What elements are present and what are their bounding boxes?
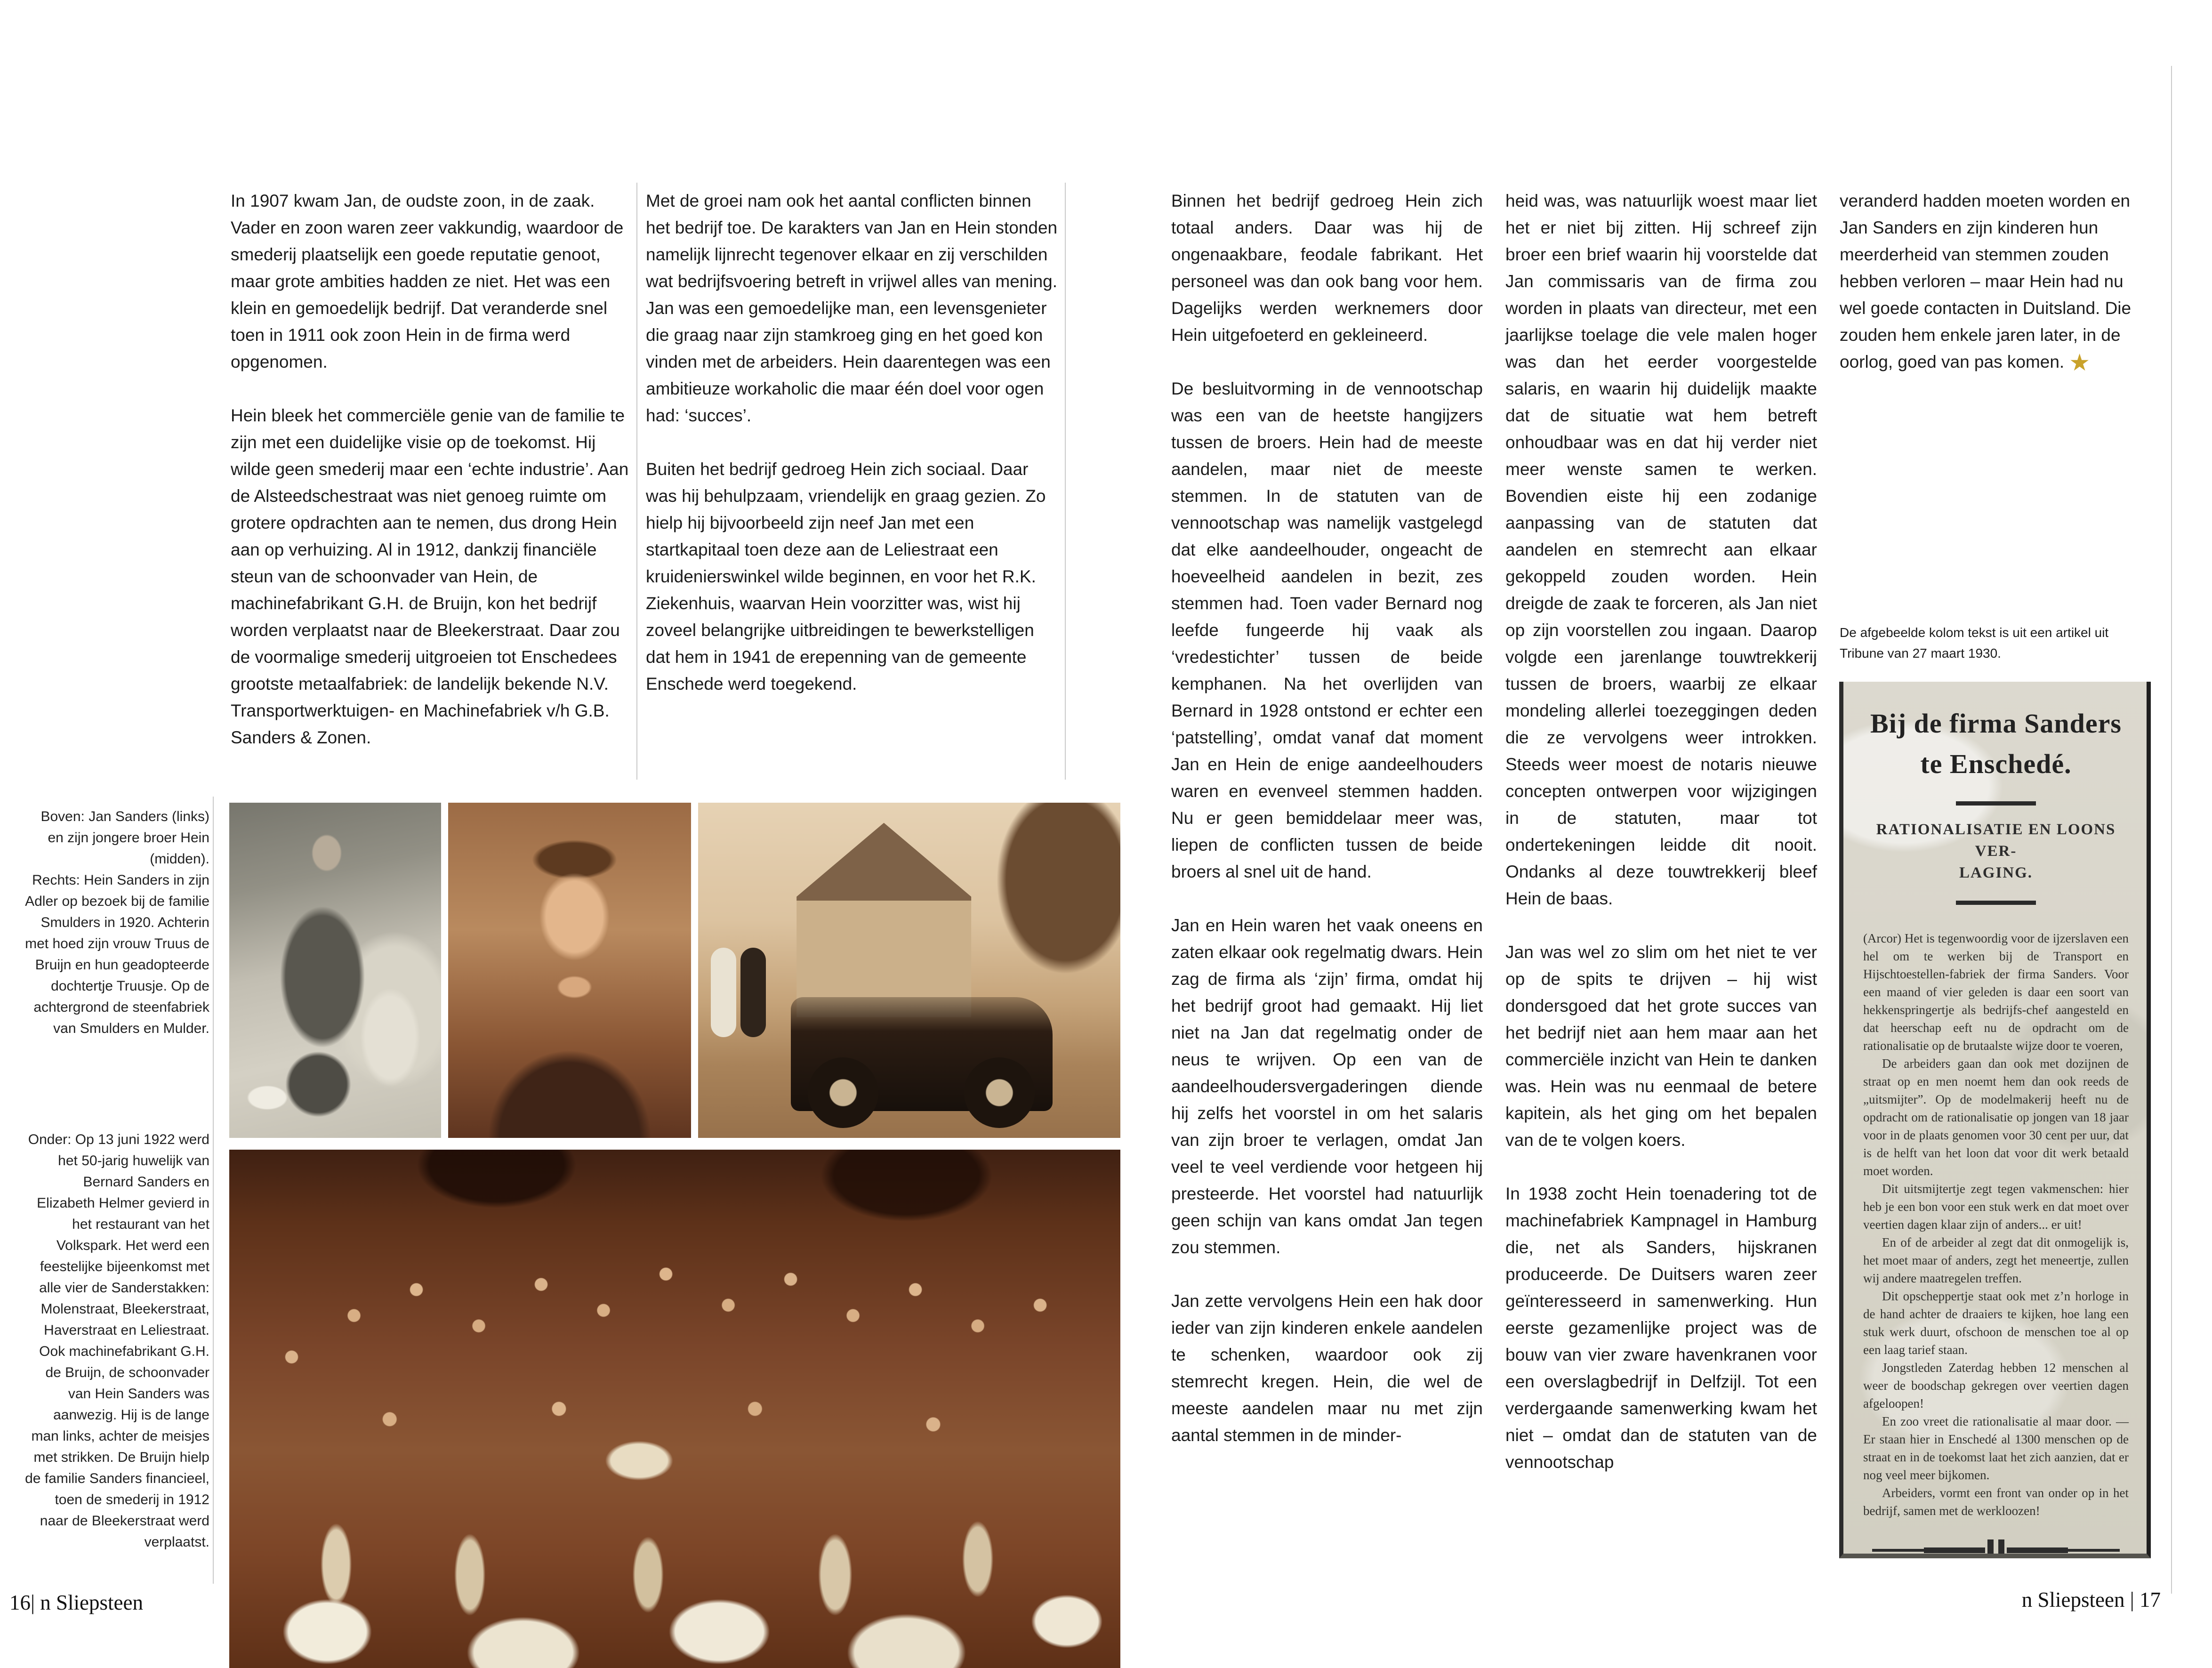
clipping-paragraph: En zoo vreet die rationalisatie al maar door. — Er staan hier in Enschedé al 1300 menschen op de straat en in de toekomst laat het zich aanzien, dat er nog veel meer bijkomen. (1863, 1414, 2129, 1482)
ornament-line (1924, 1547, 1985, 1553)
clipping-subhead-line1: RATIONALISATIE EN LOONS VER- (1876, 821, 2116, 860)
paragraph: De besluitvorming in de vennootschap was een van de heetste hangijzers tussen de broers. Hein had de meeste aandelen, maar niet de meeste stemmen. In de statuten van de vennootschap was namelijk vastgelegd dat elke aandeelhouder, ongeacht de hoeveelheid aandelen in bezit, zes stemmen had. Toen vader Bernard nog leefde fungeerde hij vaak als ‘vredestichter’ tussen de beide kemphanen. Na het overlijden van Bernard in 1928 ontstond er echter een ‘patstelling’, omdat vanaf dat moment Jan en Hein de enige aandeelhouders waren en evenveel stemmen hadden. Nu er geen bemiddelaar meer was, liepen de conflicten tussen de beide broers al snel uit de hand. (1171, 379, 1483, 881)
clipping-paragraph: De arbeiders gaan dan ook met dozijnen de straat op en men noemt hem dan ook reeds de „uitsmijter”. Op de modelmakerij heeft nu de opdracht om de rationalisatie op jongen van 18 jaar voor in de plaats genomen voor 30 cent per uur, dat is de helft van het loon dat voor dit werk betaald moet worden. (1863, 1056, 2129, 1178)
paragraph: Jan was wel zo slim om het niet te ver op de spits te drijven – hij wist dondersgoed dat het grote succes van het bedrijf niet aan hem maar aan het commerciële inzicht van Hein te danken was. Hein was nu eenmaal de betere kapitein, als het ging om het bepalen van de te volgen koers. (1505, 943, 1817, 1150)
caption-column-divider (213, 797, 214, 1584)
paragraph (1840, 187, 2150, 375)
ornament-line (2007, 1547, 2068, 1553)
ornament-line (2068, 1549, 2120, 1552)
clipping-paragraph: Dit uitsmijtertje zegt tegen vakmenschen: hier heb je een bon voor een stuk werk en dat moet over veertien dagen klaar zijn of anders... er uit! (1863, 1182, 2129, 1232)
page-number-left: 16| n Sliepsteen (9, 1591, 143, 1614)
right-page-column-3 (1840, 187, 2150, 402)
page-number-right: n Sliepsteen | 17 (2021, 1588, 2161, 1612)
paragraph: In 1938 zocht Hein toenadering tot de machinefabriek Kampnagel in Hamburg die, net als Sanders, hijskranen produceerde. De Duitsers waren zeer geïnteresseerd in samenwerking. Hun eerste gezamenlijke project was de bouw van vier zware havenkranen voor een overslagbedrijf in Delfzijl. Tot een verdergaande samenwerking kwam het niet – omdat dan de statuten van de vennootschap (1505, 1184, 1817, 1472)
left-column-right-divider (1065, 183, 1066, 780)
clipping-body (1863, 929, 2129, 1520)
clipping-paragraph: En of de arbeider al zegt dat dit onmogelijk is, het moet maar of anders, zegt het meneertje, zullen wij andere maatregelen treffen. (1863, 1235, 2129, 1285)
ornament-line (1872, 1549, 1924, 1552)
newspaper-clipping (1839, 682, 2151, 1558)
clipping-divider (1956, 901, 2036, 905)
right-page-edge-rule (2171, 66, 2172, 1594)
clipping-paragraph: Arbeiders, vormt een front van onder op in het bedrijf, samen met de werkloozen! (1863, 1486, 2129, 1518)
right-page-column-1 (1171, 187, 1483, 1475)
photo-golden-wedding-group (229, 1150, 1120, 1668)
ornament-bar (1998, 1539, 2004, 1558)
closing-text: veranderd hadden moeten worden en Jan Sanders en zijn kinderen hun meerderheid van stemmen zouden hebben verloren – maar Hein had nu wel goede contacten in Duitsland. Die zouden hem enkele jaren later, in de oorlog, goed van pas komen. (1840, 191, 2132, 371)
paragraph: In 1907 kwam Jan, de oudste zoon, in de zaak. Vader en zoon waren zeer vakkundig, waardoor de smederij plaatselijk een goede reputatie genoot, maar grote ambities hadden ze niet. Het was een klein en gemoedelijk bedrijf. Dat veranderde snel toen in 1911 ook zoon Hein in de firma werd opgenomen. (231, 191, 624, 371)
caption-boven: Boven: Jan Sanders (links) en zijn jongere broer Hein (midden). (40, 809, 209, 867)
clipping-source-note: De afgebeelde kolom tekst is uit een artikel uit Tribune van 27 maart 1930. (1840, 625, 2109, 661)
figure-shape (740, 948, 766, 1037)
photo-hein-sanders-portrait (448, 803, 691, 1138)
caption-rechts: Rechts: Hein Sanders in zijn Adler op bezoek bij de familie Smulders in 1920. Achterin met hoed zijn vrouw Truus de Bruijn en hun geadopteerde dochtertje Truusje. Op de achtergrond de steenfabriek van Smulders en Mulder. (25, 872, 209, 1036)
tree-shape (989, 803, 1120, 983)
paragraph: Jan zette vervolgens Hein een hak door ieder van zijn kinderen enkele aandelen te schenken, waardoor ook zij stemrecht kregen. Hein, die wel de meeste aandelen maar nu met zijn aantal stemmen in de minder- (1171, 1291, 1483, 1445)
ornament-bar (1987, 1539, 1994, 1558)
car-wheel-shape (808, 1057, 878, 1128)
paragraph: Hein bleek het commerciële genie van de familie te zijn met een duidelijke visie op de toekomst. Hij wilde geen smederij maar een ‘echte industrie’. Aan de Alsteedschestraat was niet genoeg ruimte om grotere opdrachten aan te nemen, dus drong Hein aan op verhuizing. Al in 1912, dankzij financiële steun van de schoonvader van Hein, de machinefabrikant G.H. de Bruijn, kon het bedrijf worden verplaatst naar de Bleekerstraat. Daar zou de voormalige smederij uitgroeien tot Enschedees grootste metaalfabriek: de landelijk bekende N.V. Transportwerktuigen- en Machinefabriek v/h G.B. Sanders & Zonen. (231, 406, 629, 747)
left-page-column-1 (231, 187, 629, 778)
clipping-subhead-line2: LAGING. (1959, 864, 2033, 881)
photo-caption-top (24, 806, 209, 1039)
photo-adler-car-visit (698, 803, 1120, 1138)
paragraph: Jan en Hein waren het vaak oneens en zaten elkaar ook regelmatig dwars. Hein zag de firma als ‘zijn’ firma, omdat hij het bedrijf groot had gemaakt. Hij liet niet na Jan dat regelmatig onder de neus te wrijven. Op een van de aandeelhoudersvergaderingen diende hij zelfs het voorstel in om het salaris van zijn broer te verlagen, omdat Jan veel te veel verdiende voor hetgeen hij presteerde. Het voorstel had natuurlijk geen schijn van kans omdat Jan tegen zou stemmen. (1171, 916, 1483, 1257)
car-wheel-shape (964, 1057, 1035, 1128)
left-page-column-2 (646, 187, 1058, 724)
paragraph: heid was, was natuurlijk woest maar liet het er niet bij zitten. Hij schreef zijn broer een brief waarin hij voorstelde dat Jan commissaris van de firma zou worden in plaats van directeur, met een jaarlijkse toelage die vele malen hoger was dan het eerder voorgestelde salaris, en waarin hij duidelijk maakte dat de situatie wat hem betreft onhoudbaar was en dat hij verder niet meer wenste samen te werken. Bovendien eiste hij een zodanige aanpassing van de statuten dat aandelen en stemrecht aan elkaar gekoppeld zouden worden. Hein dreigde de zaak te forceren, als Jan niet op zijn voorstellen zou ingaan. Daarop volgde een jarenlange touwtrekkerij tussen de broers, waarbij ze elkaar mondeling allerlei toezeggingen deden die ze vervolgens weer introkken. Steeds weer moest de notaris nieuwe concepten ontwerpen voor wijzigingen in de statuten, maar tot ondertekeningen leidde dit nooit. Ondanks al deze touwtrekkerij bleef Hein de baas. (1505, 191, 1817, 908)
clipping-headline: Bij de firma Sanders te Enschedé. (1870, 708, 2122, 779)
clipping-paragraph: Dit opscheppertje staat ook met z’n horloge in de hand achter de draaiers te kijken, hoe lang een stuk werk duurt, ofschoon de menschen toe al op een laag tarief staan. (1863, 1289, 2129, 1357)
paragraph: Binnen het bedrijf gedroeg Hein zich totaal anders. Daar was hij de ongenaakbare, feodale fabrikant. Het personeel was dan ook bang voor hem. Dagelijks werden werknemers door Hein uitgefoeterd en gekleineerd. (1171, 191, 1483, 345)
paragraph: Met de groei nam ook het aantal conflicten binnen het bedrijf toe. De karakters van Jan en Hein stonden namelijk lijnrecht tegenover elkaar en zij verschilden wat bedrijfsvoering betreft in vrijwel alles van mening. Jan was een gemoedelijke man, een levensgenieter die graag naar zijn stamkroeg ging en het goed kon vinden met de arbeiders. Hein daarentegen was een ambitieuze workaholic die maar één doel voor ogen had: ‘succes’. (646, 191, 1058, 425)
right-page-column-2 (1505, 187, 1817, 1502)
photo-caption-bottom (24, 1129, 209, 1553)
clipping-divider (1956, 801, 2036, 806)
photo-jan-sanders-seated (229, 803, 441, 1138)
clipping-paragraph: Jongstleden Zaterdag hebben 12 menschen al weer de boodschap gekregen over veertien dagen afgeloopen! (1863, 1361, 2129, 1410)
article-end-star-icon: ★ (2069, 349, 2091, 376)
left-column-divider (636, 183, 637, 780)
clipping-end-ornament (1863, 1539, 2129, 1558)
house-shape (791, 823, 977, 1017)
figure-shape (711, 948, 736, 1037)
clipping-paragraph: (Arcor) Het is tegenwoordig voor de ijzerslaven een hel om te werken bij de Transport en Hijschtoestellen-fabriek der firma Sanders. Voor een maand of vier geleden is daar een soort van hekkenspringertje als bedrijfs-chef aangesteld en dat heerschap eeft nu de opdracht om de rationalisatie op de brutaalste wijze door te voeren, (1863, 931, 2129, 1053)
paragraph: Buiten het bedrijf gedroeg Hein zich sociaal. Daar was hij behulpzaam, vriendelijk en graag gezien. Zo hielp hij bijvoorbeeld zijn neef Jan met een startkapitaal toen deze aan de Leliestraat een kruidenierswinkel wilde beginnen, en voor het R.K. Ziekenhuis, waarvan Hein voorzitter was, wist hij zoveel belangrijke uitbreidingen te bewerkstelligen dat hem in 1941 de erepenning van de gemeente Enschede werd toegekend. (646, 459, 1046, 693)
caption-onder: Onder: Op 13 juni 1922 werd het 50-jarig huwelijk van Bernard Sanders en Elizabeth Helmer gevierd in het restaurant van het Volkspark. Het werd een feestelijke bijeenkomst met alle vier de Sanderstakken: Molenstraat, Bleekerstraat, Haverstraat en Leliestraat. Ook machinefabrikant G.H. de Bruijn, de schoonvader van Hein Sanders was aanwezig. Hij is de lange man links, achter de meisjes met strikken. De Bruijn hielp de familie Sanders financieel, toen de smederij in 1912 naar de Bleekerstraat werd verplaatst. (25, 1132, 209, 1550)
